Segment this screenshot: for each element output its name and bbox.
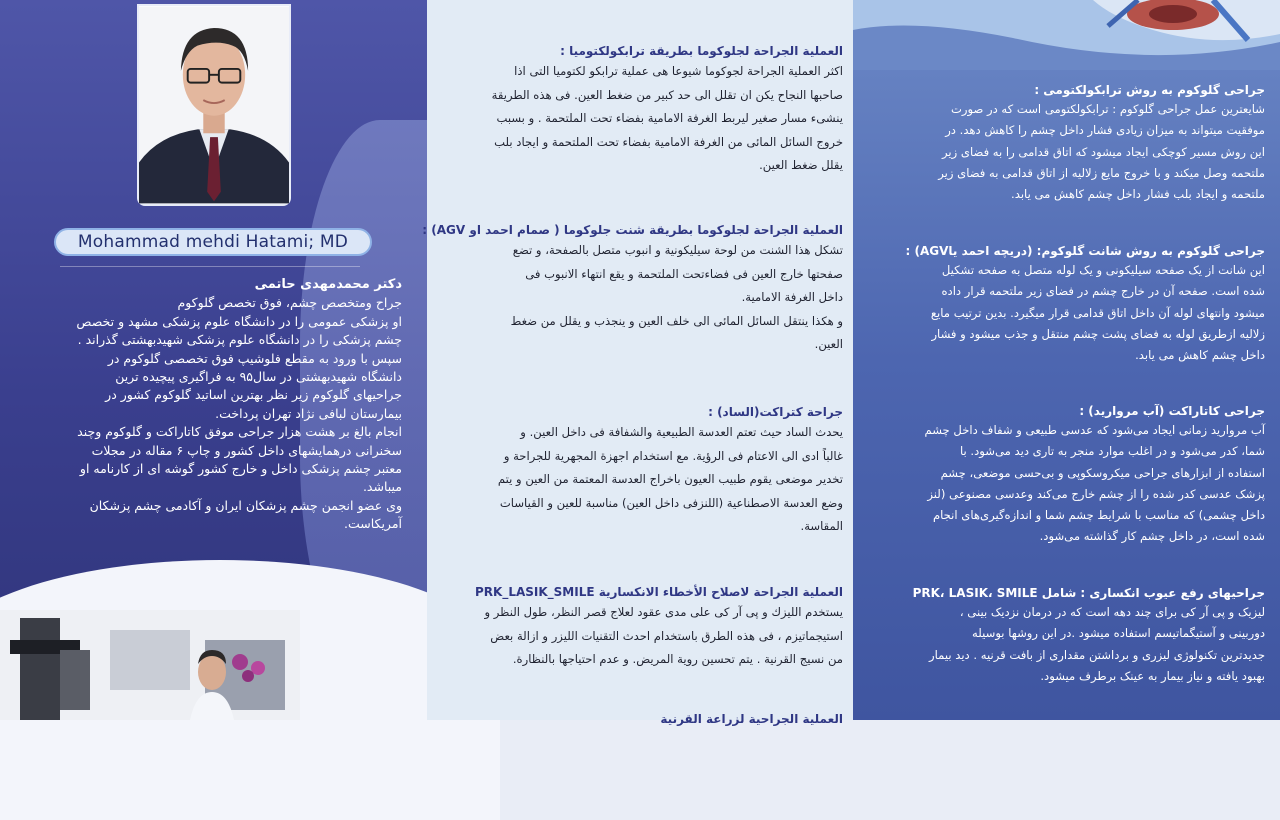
section-line: پزشک عدسی کدر شده را از چشم خارج می‌کند وعدسی مصنوعی (لنز bbox=[927, 486, 1265, 501]
surgery-photo-image bbox=[853, 0, 1280, 70]
section-heading: العملية الجراحة لجلوكوما بطريقة ترابكولكتوميا : bbox=[560, 44, 843, 58]
section-heading: العملية الجراحة لاصلاح الأخطاء الانكسارية PRK_LASIK_SMILE bbox=[474, 585, 843, 599]
section-line: اكثر العملية الجراحة لجوكوما شيوعا هى عملية ترابكو لكتوميا التى اذا bbox=[514, 64, 843, 78]
section-line: العين. bbox=[814, 337, 843, 351]
section-heading: العملية الجراحة لجلوكوما بطريقة شنت جلوكوما ( صمام احمد او AGV) : bbox=[422, 223, 843, 237]
section-line: ينشىء مسار صغير ليربط الغرفة الامامية بفضاء تحت الملتحمة . و بسبب bbox=[496, 111, 843, 125]
section-body bbox=[445, 239, 843, 357]
doctor-portrait bbox=[137, 4, 291, 206]
section-body bbox=[445, 60, 843, 178]
bio-line: جراح ومتخصص چشم، فوق تخصص گلوکوم bbox=[177, 295, 402, 311]
bio-line: میباشد. bbox=[362, 479, 402, 495]
section-body bbox=[877, 602, 1265, 687]
persian-section-trabeculectomy bbox=[877, 81, 1265, 205]
section-line: تشكل هذا الشنت من لوحة سيليكونية و انبوب متصل بالصفحة، و تضع bbox=[512, 243, 843, 257]
arabic-section-trabeculectomy bbox=[445, 42, 843, 178]
bio-line: انجام بالغ بر هشت هزار جراحی موفق کاتاراکت و گلوکوم وچند bbox=[77, 424, 402, 440]
section-line: و هكذا ينتقل السائل المائى الى خلف العين و ينجذب و يقلل من ضغط bbox=[510, 313, 843, 328]
section-line: يقلل ضغط العين. bbox=[759, 158, 843, 172]
section-line: شایعترین عمل جراحی گلوکوم : ترابکولکتومی است که در صورت bbox=[950, 102, 1265, 116]
section-line: استفاده از ابزارهای جراحی میکروسکوپی و بی‌حسی موضعی، چشم bbox=[940, 465, 1265, 480]
section-heading: جراحی گلوکوم به روش شانت گلوکوم: (دریچه احمد یاAGV) : bbox=[905, 244, 1265, 258]
bio-line: او پزشکی عمومی را در دانشگاه علوم پزشکی مشهد و تخصص bbox=[76, 313, 402, 329]
section-line: لیزیک و پی آر کی برای چند دهه است که در درمان نزدیک بینی ، bbox=[959, 605, 1265, 619]
arabic-section-refractive bbox=[445, 583, 843, 672]
doctor-portrait-image bbox=[139, 6, 289, 204]
bio-line: بیمارستان لبافی نژاد تهران پرداخت. bbox=[215, 405, 402, 421]
arabic-section-shunt bbox=[422, 221, 843, 357]
persian-section-shunt bbox=[877, 242, 1265, 366]
section-line: من نسيج القرنية . يتم تحسين روية المريض. و عدم احتياجها بالنظارة. bbox=[512, 652, 843, 666]
section-line: شما، کدر می‌شود و در اغلب موارد منجر به تاری دید می‌شود. با bbox=[959, 444, 1265, 459]
clinic-photo-image bbox=[0, 610, 300, 720]
section-line: این روش مسیر کوچکی ایجاد میشود که اتاق قدامی را به فضای زیر bbox=[942, 144, 1265, 159]
section-line: شده است. صفحه آن در خارج چشم در فضای زیر ملتحمه قرار داده bbox=[941, 284, 1265, 299]
arabic-procedures-panel bbox=[422, 0, 853, 726]
section-line: وضع العدسة الاصطناعية (اللنزفى داخل العين) مناسبة للعين و القياسات bbox=[499, 495, 843, 510]
bio-line: معتبر چشم پزشکی داخل و خارج کشور گوشه ای از کارنامه او bbox=[79, 461, 402, 477]
section-line: این شانت از یک صفحه سیلیکونی و یک لوله متصل به صفحه تشکیل bbox=[941, 263, 1265, 277]
section-heading: جراحة كتراكت(الساد) : bbox=[708, 405, 843, 419]
section-heading: العملية الجراحية لزراعة القرنية bbox=[660, 712, 843, 726]
bio-title: دکتر محمدمهدی حاتمی bbox=[254, 277, 402, 292]
section-line: المقاسة. bbox=[800, 519, 843, 533]
divider bbox=[60, 266, 360, 267]
section-body bbox=[877, 420, 1265, 548]
section-line: دوربینی و آستیگماتیسم استفاده میشود .در این روشها بوسیله bbox=[972, 626, 1265, 641]
section-line: يحدث الساد حيث تعتم العدسة الطبيعية والشفافة فى داخل العين. و bbox=[520, 425, 843, 439]
section-line: بهبود یافته و نیاز بیمار به عینک برطرف میشود. bbox=[1040, 668, 1265, 683]
section-line: جدیدترین تکنولوژی لیزری و برداشتن مقداری از بافت قرنیه . دید بیمار bbox=[929, 647, 1265, 662]
arabic-section-cornea bbox=[445, 710, 843, 728]
arabic-section-cataract bbox=[445, 403, 843, 539]
bio-line: سخنرانی درهمایشهای داخل کشور و چاپ ۶ مقاله در مجلات bbox=[91, 442, 402, 458]
section-line: داخل چشمی) که مناسب با شرایط چشم شما و اندازه‌گیری‌های انجام bbox=[932, 508, 1265, 523]
section-line: تخدير موضعى يقوم طبيب العيون باخراج العدسة المعتمة من العين و يتم bbox=[497, 472, 843, 486]
section-line: يستخدم الليزك و پى آر كى على مدى عقود لعلاج قصر النظر، طول النظر و bbox=[484, 605, 843, 619]
section-line: میشود وانتهای لوله آن داخل اتاق قدامی قرار میگیرد. بدین ترتیب مایع bbox=[930, 305, 1265, 320]
bio-line: وی عضو انجمن چشم پزشکان ایران و آکادمی چشم پزشکان bbox=[89, 497, 402, 513]
surgery-photo bbox=[853, 0, 1280, 70]
section-line: آب مروارید زمانی ایجاد می‌شود که عدسی طبیعی و شفاف داخل چشم bbox=[924, 423, 1265, 437]
section-line: خروج السائل المائى من الغرفة الامامية بفضاء تحت الملتحمة و ايجاد بلب bbox=[494, 134, 843, 149]
bio-line: جراحیهای گلوکوم زیر نظر بهترین اساتید گلوکوم کشور در bbox=[105, 387, 402, 403]
section-line: داخل چشم کاهش می یابد. bbox=[1135, 348, 1265, 363]
section-body bbox=[877, 260, 1265, 366]
bio-line: چشم پزشکی را در دانشگاه علوم پزشکی شهیدبهشتی گذراند . bbox=[77, 332, 402, 348]
section-heading: جراحی کاتاراکت (آب مروارید) : bbox=[1079, 404, 1265, 418]
section-body bbox=[445, 601, 843, 672]
section-line: زلالیه ازطریق لوله به فضای پشت چشم منتقل و جذب میشود و فشار bbox=[931, 326, 1265, 341]
section-line: ملتحمه و ایجاد بلب فشار داخل چشم کاهش می یابد. bbox=[1011, 187, 1265, 202]
persian-procedures-panel bbox=[853, 0, 1280, 720]
doctor-profile-panel bbox=[0, 0, 427, 720]
section-line: صفحتها خارج العين فى فضاءتحت الملتحمة و يقع انتهاء الانبوب فى bbox=[525, 266, 843, 281]
section-body bbox=[445, 421, 843, 539]
bio-line: دانشگاه شهیدبهشتی در سال۹۵ به فراگیری پیچیده ترین bbox=[115, 369, 402, 385]
doctor-name-badge: Mohammad mehdi Hatami; MD bbox=[54, 228, 372, 256]
persian-section-refractive bbox=[877, 584, 1265, 687]
section-line: داخل الغرفة الامامية. bbox=[741, 290, 843, 304]
section-line: استيجماتيزم ، فى هذه الطرق باستخدام احدث التقنيات الليزر و ازالة بعض bbox=[490, 628, 843, 643]
section-body bbox=[877, 99, 1265, 205]
section-line: شده است، در داخل چشم کار گذاشته می‌شود. bbox=[1039, 529, 1265, 544]
bio-line: آمریکاست. bbox=[344, 516, 402, 532]
bio-line: سپس با ورود به مقطع فلوشیپ فوق تخصصی گلوکوم در bbox=[107, 350, 402, 366]
section-heading: جراحی گلوکوم به روش ترابکولکتومی : bbox=[1034, 83, 1265, 97]
section-line: صاحبها النجاح يكن ان تقلل الى حد كبير من ضغط العين. فى هذه الطريقة bbox=[491, 87, 843, 102]
section-line: موفقیت میتواند به میزان زیادی فشار داخل چشم را کاهش دهد. در bbox=[945, 123, 1265, 138]
section-line: ملتحمه وصل میکند و با خروج مایع زلالیه از اتاق قدامی به فضای زیر bbox=[938, 165, 1265, 180]
clinic-photo bbox=[0, 610, 300, 720]
section-line: غالباً ادى الى الاعتام فى الرؤية. مع استخدام اجهزة المجهرية للجراحة و bbox=[503, 448, 843, 463]
section-heading: جراحیهای رفع عیوب انکساری : شامل PRK، LASIK، SMILE bbox=[912, 586, 1265, 600]
persian-section-cataract bbox=[877, 402, 1265, 548]
doctor-bio bbox=[26, 276, 402, 534]
